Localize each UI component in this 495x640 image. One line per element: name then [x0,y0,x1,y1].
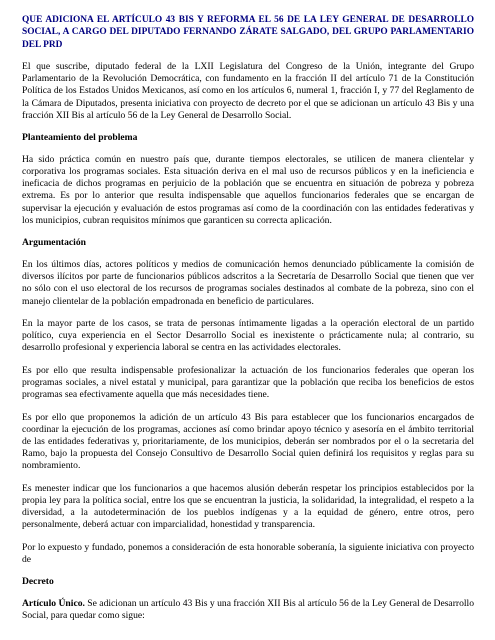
problem-paragraph: Ha sido práctica común en nuestro país que, durante tiempos electorales, se utilicen de manera clientelar y corporativa los programas sociales. Esta situación deriva en el mal uso de recursos públicos y en la ineficiencia e ineficacia de dichos programas en perjuicio de la población que se encuentra en situación de pobreza y pobreza extrema. Es por lo anterior que resulta indispensable que aquellos funcionarios federales que se encargan de supervisar la ejecución y evaluación de estos programas así como de la coordinación con las entidades federativas y los municipios, cubran requisitos mínimos que garanticen su correcta aplicación. [22,154,474,226]
intro-paragraph: El que suscribe, diputado federal de la LXII Legislatura del Congreso de la Unión, integrante del Grupo Parlamentario de la Revolución Democrática, con fundamento en la fracción II del artículo 71 de la Constitución Política de los Estados Unidos Mexicanos, así como en los artículos 6, numeral 1, fracción I, y 77 del Reglamento de la Cámara de Diputados, presenta iniciativa con proyecto de decreto por el que se adicionan un artículo 43 Bis y una fracción XII Bis al artículo 56 de la Ley General de Desarrollo Social. [22,61,474,121]
argument-paragraph-6: Por lo expuesto y fundado, ponemos a consideración de esta honorable soberanía, la siguiente iniciativa con proyecto de [22,541,474,565]
heading-argument: Argumentación [22,237,86,249]
heading-problem: Planteamiento del problema [22,132,138,144]
document-page [22,14,474,633]
article-text: Se adicionan un artículo 43 Bis y una fracción XII Bis al artículo 56 de la Ley General de Desarrollo Social, para quedar como sigue: [22,598,475,622]
heading-decree: Decreto [22,576,54,588]
article-paragraph [22,598,474,622]
document-title: QUE ADICIONA EL ARTÍCULO 43 BIS Y REFORMA EL 56 DE LA LEY GENERAL DE DESARROLLO SOCIAL, A CARGO DEL DIPUTADO FERNANDO ZÁRATE SALGADO, DEL GRUPO PARLAMENTARIO DEL PRD [22,15,474,50]
argument-paragraph-4: Es por ello que proponemos la adición de un artículo 43 Bis para establecer que los funcionarios encargados de coordinar la ejecución de los programas, acciones así como brindar apoyo técnico y asesoría en el ámbito territorial de las entidades federativas y, prioritariamente, de los municipios, deberán ser nombrados por el o la secretaria del Ramo, bajo la propuesta del Consejo Consultivo de Desarrollo Social quien definirá los requisitos y reglas para su nombramiento. [22,411,474,472]
argument-paragraph-1: En los últimos días, actores políticos y medios de comunicación hemos denunciado públicamente la comisión de diversos ilícitos por parte de funcionarios públicos adscritos a la Secretaría de Desarrollo Social que tienen que ver no sólo con el uso electoral de los recursos de programas sociales destinados al combate de la pobreza, sino con el manejo clientelar de la población empadronada en beneficio de particulares. [22,259,474,307]
argument-paragraph-2: En la mayor parte de los casos, se trata de personas íntimamente ligadas a la operación electoral de un partido político, cuya experiencia en el Sector Desarrollo Social es inexistente o prácticamente nula; al contrario, su desarrollo profesional y experiencia laboral se centra en las actividades electorales. [22,318,474,354]
argument-paragraph-5: Es menester indicar que los funcionarios a que hacemos alusión deberán respetar los principios establecidos por la propia ley para la política social, entre los que se encuentran la justicia, la solidaridad, la integralidad, el respeto a la diversidad, a la autodeterminación de los pueblos indígenas y a la equidad de género, entre otros, pero personalmente, deberá actuar con imparcialidad, honestidad y transparencia. [22,482,474,530]
argument-paragraph-3: Es por ello que resulta indispensable profesionalizar la actuación de los funcionarios federales que operan los programas sociales, a nivel estatal y municipal, para garantizar que la población que reciba los beneficios de estos programas sea efectivamente aquella que más necesidades tiene. [22,364,474,401]
article-label: Artículo Único. [22,598,85,610]
